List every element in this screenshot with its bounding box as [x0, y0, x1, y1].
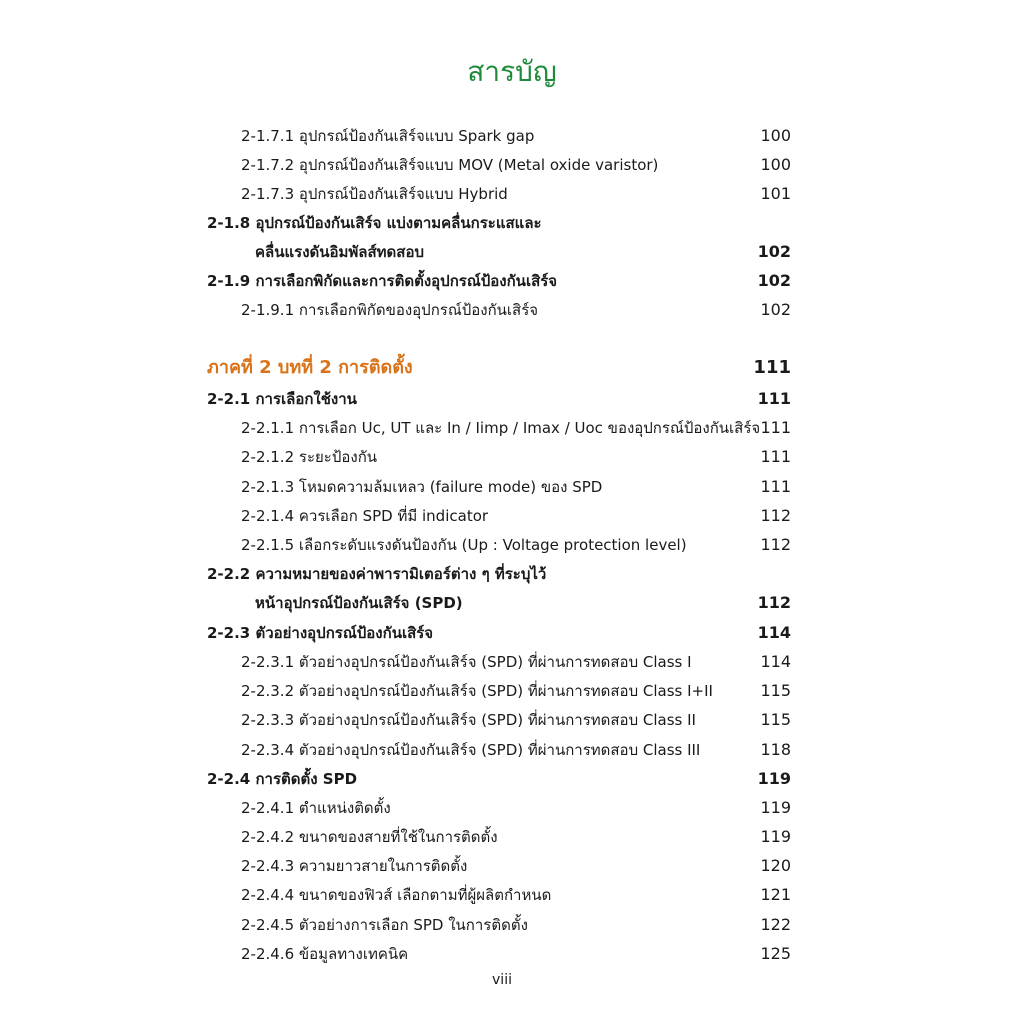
- toc-section-text: 2-2.4 การติดตั้ง SPD: [207, 770, 358, 788]
- toc-entry: [0, 123, 1024, 149]
- toc-section-page: 114: [757, 623, 791, 642]
- toc-entry-text: 2-2.3.2 ตัวอย่างอุปกรณ์ป้องกันเสิร์จ (SPD) ที่ผ่านการทดสอบ Class I+II: [241, 682, 713, 700]
- toc-entry-page: 100: [760, 155, 791, 174]
- toc-entry: [0, 415, 1024, 441]
- toc-section: [0, 766, 1024, 792]
- toc-section-text: หน้าอุปกรณ์ป้องกันเสิร์จ (SPD): [255, 594, 463, 612]
- toc-entry-text: 2-1.9.1 การเลือกพิกัดของอุปกรณ์ป้องกันเสิร์จ: [241, 301, 539, 319]
- toc-entry-text: 2-2.4.3 ความยาวสายในการติดตั้ง: [241, 857, 468, 875]
- toc-entry-page: 118: [760, 740, 791, 759]
- toc-entry-page: 112: [760, 506, 791, 525]
- toc-entry: [0, 532, 1024, 558]
- toc-entry: [0, 882, 1024, 908]
- toc-entry: [0, 795, 1024, 821]
- toc-entry-text: 2-2.1.3 โหมดความล้มเหลว (failure mode) ของ SPD: [241, 478, 603, 496]
- toc-entry: [0, 707, 1024, 733]
- toc-entry: [0, 474, 1024, 500]
- toc-entry-page: 102: [760, 300, 791, 319]
- toc-entry-text: 2-2.4.5 ตัวอย่างการเลือก SPD ในการติดตั้ง: [241, 916, 528, 934]
- toc-entry: [0, 152, 1024, 178]
- toc-section: [0, 386, 1024, 412]
- toc-section-page: 102: [757, 271, 791, 290]
- toc-section: [0, 620, 1024, 646]
- toc-section-continuation: [0, 239, 1024, 265]
- toc-entry-text: 2-2.3.4 ตัวอย่างอุปกรณ์ป้องกันเสิร์จ (SPD) ที่ผ่านการทดสอบ Class III: [241, 741, 701, 759]
- toc-entry-page: 120: [760, 856, 791, 875]
- toc-entry-page: 122: [760, 915, 791, 934]
- page-number: viii: [492, 972, 512, 988]
- toc-entry-text: 2-2.1.5 เลือกระดับแรงดันป้องกัน (Up : Voltage protection level): [241, 536, 687, 554]
- toc-entry: [0, 444, 1024, 470]
- toc-section-page: 119: [757, 769, 791, 788]
- toc-entry-page: 111: [760, 418, 791, 437]
- toc-entry-page: 119: [760, 798, 791, 817]
- toc-entry: [0, 181, 1024, 207]
- toc-entry-text: 2-2.3.1 ตัวอย่างอุปกรณ์ป้องกันเสิร์จ (SPD) ที่ผ่านการทดสอบ Class I: [241, 653, 692, 671]
- toc-entry: [0, 737, 1024, 763]
- toc-entry: [0, 678, 1024, 704]
- toc-entry-page: 115: [760, 681, 791, 700]
- toc-entry: [0, 941, 1024, 967]
- toc-entry-text: 2-2.4.4 ขนาดของฟิวส์ เลือกตามที่ผู้ผลิตกำหนด: [241, 886, 552, 904]
- toc-entry-text: 2-1.7.2 อุปกรณ์ป้องกันเสิร์จแบบ MOV (Metal oxide varistor): [241, 156, 659, 174]
- toc-entry-page: 119: [760, 827, 791, 846]
- toc-section-continuation: [0, 590, 1024, 616]
- toc-section-text: 2-2.3 ตัวอย่างอุปกรณ์ป้องกันเสิร์จ: [207, 624, 434, 642]
- toc-part-text: ภาคที่ 2 บทที่ 2 การติดตั้ง: [207, 357, 413, 378]
- toc-entry-text: 2-2.4.6 ข้อมูลทางเทคนิค: [241, 945, 409, 963]
- toc-section-page: 112: [757, 593, 791, 612]
- toc-entry-text: 2-1.7.1 อุปกรณ์ป้องกันเสิร์จแบบ Spark gap: [241, 127, 535, 145]
- toc-entry-text: 2-2.1.2 ระยะป้องกัน: [241, 448, 378, 466]
- toc-entry: [0, 824, 1024, 850]
- toc-section: [0, 268, 1024, 294]
- toc-entry-text: 2-2.3.3 ตัวอย่างอุปกรณ์ป้องกันเสิร์จ (SPD) ที่ผ่านการทดสอบ Class II: [241, 711, 696, 729]
- toc-section-text: 2-2.1 การเลือกใช้งาน: [207, 390, 357, 408]
- toc-section-text: 2-1.8 อุปกรณ์ป้องกันเสิร์จ แบ่งตามคลื่นกระแสและ: [207, 214, 542, 232]
- toc-section-text: 2-2.2 ความหมายของค่าพารามิเตอร์ต่าง ๆ ที่ระบุไว้: [207, 565, 547, 583]
- toc-section: [0, 210, 1024, 236]
- toc-section-page: 111: [757, 389, 791, 408]
- toc-entry: [0, 649, 1024, 675]
- toc-entry-text: 2-2.1.1 การเลือก Uc, UT และ In / Iimp / Imax / Uoc ของอุปกรณ์ป้องกันเสิร์จ: [241, 419, 761, 437]
- toc-entry-text: 2-2.1.4 ควรเลือก SPD ที่มี indicator: [241, 507, 489, 525]
- page-title: สารบัญ: [467, 55, 557, 88]
- toc-entry: [0, 912, 1024, 938]
- toc-entry-text: 2-2.4.2 ขนาดของสายที่ใช้ในการติดตั้ง: [241, 828, 498, 846]
- toc-entry-text: 2-2.4.1 ตำแหน่งติดตั้ง: [241, 799, 391, 817]
- toc-entry-page: 111: [760, 447, 791, 466]
- toc-part-page: 111: [753, 357, 791, 378]
- toc-section: [0, 561, 1024, 587]
- toc-entry-page: 125: [760, 944, 791, 963]
- toc-section-text: คลื่นแรงดันอิมพัลส์ทดสอบ: [255, 243, 424, 261]
- toc-entry: [0, 297, 1024, 323]
- toc-entry-page: 114: [760, 652, 791, 671]
- toc-entry: [0, 853, 1024, 879]
- toc-entry-page: 111: [760, 477, 791, 496]
- toc-entry-page: 112: [760, 535, 791, 554]
- toc-part-heading: [0, 355, 1024, 381]
- toc-entry-page: 115: [760, 710, 791, 729]
- toc-section-page: 102: [757, 242, 791, 261]
- toc-entry-page: 101: [760, 184, 791, 203]
- toc-entry-page: 121: [760, 885, 791, 904]
- toc-section-text: 2-1.9 การเลือกพิกัดและการติดตั้งอุปกรณ์ป้องกันเสิร์จ: [207, 272, 558, 290]
- toc-entry: [0, 503, 1024, 529]
- toc-entry-text: 2-1.7.3 อุปกรณ์ป้องกันเสิร์จแบบ Hybrid: [241, 185, 508, 203]
- toc-entry-page: 100: [760, 126, 791, 145]
